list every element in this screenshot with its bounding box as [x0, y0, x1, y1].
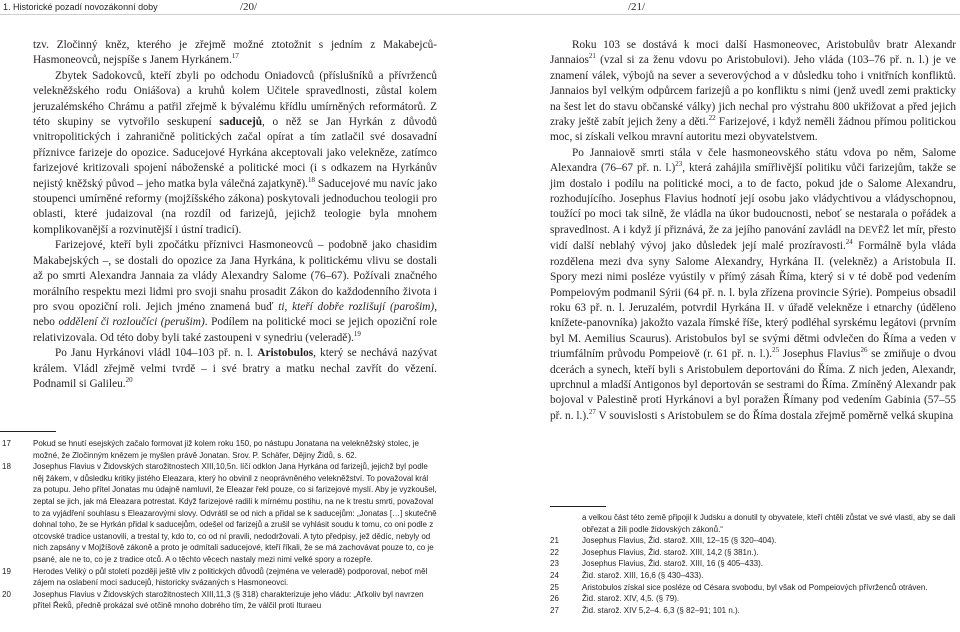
text-run: Josephus Flavius [779, 348, 861, 361]
footnote-text: Josephus Flavius, Žid. starož. XIII, 14,2 (§ 381n.). [582, 547, 759, 557]
text-run: Po Janu Hyrkánovi vládl 104–103 př. n. l. [55, 347, 258, 360]
footnote-text: Pokud se hnutí esejských začalo formovat již kolem roku 150, po nástupu Jonatana na velekněžský stolec, je možné, že Zločinným knězem je myšlen právě Jonatan. Srov. P. Schäfer, Dějiny Židů, s. 62. [33, 439, 419, 460]
footnote-number: 23 [550, 559, 559, 569]
text-run: , který se nechává nazývat králem. Vládl zřejmě velmi tvrdě – i své bratry a matku nechal zavřít do vězení. Podnamil si Galileu. [33, 347, 437, 390]
footnote-number: 21 [550, 536, 559, 546]
left-footnotes [2, 438, 438, 612]
text-run: , která zahájila smířlivější politiku vůči farizejům, takže se jim dostalo i podílu na politické moci, a to de facto, pokud jde o Salome Alexandru, rozhodujícího. Josephus Flavius hodnotí její osobu jako vládychtivou a vládyschopnou, toužící po moci tak silně, že vládla na úkor budoucnosti, neboť se nestarala o pořádek a spravedlnost. A i když jí přiznává, že za jejího panování zavládl na [550, 162, 956, 236]
text-run: Po Jannaiově smrti stála v čele hasmoneovského státu vdova po něm, Salome Alexandra (76–67 př. n. l.) [550, 146, 956, 175]
text-run: Farizejové, kteří byli zpočátku příznivci Hasmoneovců – podobně jako chasidim Makabejských –, se dostali do opozice za Jana Hyrkána, k politickému vlivu se dostali až po smrti Alexandra Jannaia za vlády Alexandry Salome (76–67). Požívali značného morálního respektu mezi lidmi pro svoji snahu prosadit Zákon do každodenního života i pro svou opoziční roli. Jejich jméno znamená buď [33, 239, 437, 313]
footnote-text: Aristobulos získal sice posléze od Césara svobodu, byl však od Pompeiových přívrženců otráven. [582, 582, 928, 592]
footnote-number: 27 [550, 605, 559, 615]
text-run: let mír, přesto vidí další neblahý vývoj jako důsledek její malé prozíravosti. [550, 223, 956, 253]
footnote-text: Josephus Flavius, Žid. starož. XIII, 12–15 (§ 320–404). [582, 536, 777, 546]
text-run: V souvislosti s Aristobulem se do Říma dostala zřejmě poměrně velká skupina [595, 409, 954, 422]
footnote [2, 566, 438, 589]
header-divider [0, 14, 960, 15]
footnote-number: 22 [550, 547, 559, 557]
text-run: Formálně byla vláda rozdělena mezi dva syny Salome Alexandry, Hyrkána II. (velekněz) a Aristobula II. Spory mezi nimi posléze vyústily v přímý zásah Říma, který si v té době pod vedením Pompeiovým podmanil Sýrii (64 př. n. l. byla zřízena provincie Sýrie). Pompeius obsadil roku 63 př. n. l. Jeruzalém, potvrdil Hyrkána II. v úřadě velekněze i etnarchy (úděleno knížete-panovníka) jakožto vazala římské říše, který podléhal syrskému legátovi (prvním byl M. Aemilius Scaurus). Aristobulos byl se svými dětmi odvlečen do Říma a veden v triumfálním průvodu Pompeiově (r. 61 př. n. l.). [550, 240, 956, 361]
footnote-ref: 22 [708, 114, 716, 123]
footnote [550, 547, 956, 559]
paragraph [33, 238, 437, 346]
footnote-ref: 23 [675, 160, 683, 169]
footnote-ref: 17 [231, 52, 239, 61]
footnote-number: 25 [550, 582, 559, 592]
footnote-ref: 24 [845, 238, 853, 247]
footnote-text: Žid. starož. XIII, 16,6 (§ 430–433). [582, 570, 704, 580]
paragraph [550, 146, 956, 424]
text-run: Saducejové mu navíc jako stoupenci umírněné reformy (mojžíšského zákona) poskytovali jednoduchou teologii pro oblasti, které judaizoval (na rozdíl od farizejů, jejichž teologie byla mnohem komplikovanější a rozvinutější i ústní tradicí). [33, 177, 437, 236]
footnote-ref: 25 [772, 346, 780, 355]
footnote-number: 17 [2, 439, 11, 448]
term-aristobulos: Aristobulos [257, 347, 314, 360]
page-number-left: /20/ [240, 1, 258, 13]
footnote [550, 570, 956, 582]
footnote-ref: 20 [125, 376, 133, 385]
footnote-number: 20 [2, 589, 11, 599]
text-run: DEVĚŽ [858, 225, 890, 236]
footnote [550, 605, 956, 617]
footnote-number: 26 [550, 594, 559, 604]
paragraph [550, 38, 956, 146]
text-run: , o něž se Jan Hyrkán z důvodů vnitropolitických i zahraničně politických začal opírat a tím zatlačil své dosavadní příznivce farizeje do opozice. Saducejové Hyrkána akceptovali jako velekněze, zatímco farizejové kritizovali spojení náboženské a politické moci (i s odkazem na Hyrkánův nejistý kněžský původ – jeho matka byla válečná zajatkyně). [33, 116, 437, 190]
footnote-ref: 26 [860, 346, 868, 355]
footnote-text: Žid. starož. XIV 5,2–4. 6,3 (§ 82–91; 101 n.). [582, 605, 740, 615]
footnote-text: Žid. starož. XIV, 4,5. (§ 79). [582, 594, 680, 604]
text-run: Roku 103 se dostává k moci další Hasmoneovec, Aristobulův bratr Alexandr Jannaios [550, 39, 956, 67]
footnote-number: 24 [550, 570, 559, 580]
footnote-rule [550, 506, 606, 507]
footnote [550, 593, 956, 605]
text-run: (vzal si za ženu vdovu po Aristobulovi). Jeho vláda (103–76 př. n. l.) je ve znamení válek, výbojů na sever a severovýchod a v důsledku toho i vnitřních konfliktů. Jannaios byl velkým odpůrcem farizejů a po konfliktu s nimi (jenž uvedl zemi prakticky na šest let do stavu občanské války) jich nechal pro výstrahu 800 ukřižovat a před jejich zraky ještě zabít jejich ženy a děti. [550, 54, 956, 129]
footnote [550, 558, 956, 570]
footnote-number: 18 [2, 462, 11, 472]
term-saduceju: saducejů [219, 116, 263, 129]
footnote-ref: 18 [308, 175, 316, 184]
footnote-text: Herodes Veliký o půl století později ještě vliv z politických důvodů (zejména ve veleradě) podporoval, neboť měl zájem na oslabení moci saducejů, historicky svázaných s Hasmoneovci. [33, 566, 428, 588]
text-run: , nebo [33, 300, 438, 329]
footnote [550, 582, 956, 594]
term-parosim: ti, kteří dobře rozlišují (parošim) [278, 300, 435, 313]
footnote-text: Josephus Flavius v Židovských starožitnostech XIII,11,3 (§ 318) charakterizuje jeho vládu: „Aťkoliv byl navrzen přítel Řeků, předně prokázal své otčině mnoho dobrého tím, že válčil proti Ituraeu [33, 589, 424, 611]
right-page-body [550, 38, 956, 424]
footnote-text: Josephus Flavius, Žid. starož. XIII, 16 (§ 405–433). [582, 559, 763, 569]
paragraph [33, 346, 437, 392]
footnote-ref: 19 [353, 329, 361, 338]
text-run: Zbytek Sadokovců, kteří zbyli po odchodu Oniadovců (příslušníků a přívrženců velekněžského rodu Oniášova) a kruhů kolem Učitele spravedlnosti, zůstal kolem jeruzalémského Chrámu a patřil zřejmě k bývalému křídlu umírněných reformátorů. Z této skupiny se vytvořilo seskupení [33, 69, 437, 129]
running-header: 1. Historické pozadí novozákonní doby [3, 2, 158, 12]
text-run: . Podílem na politické moci se jejich opoziční role relativizovala. Od této doby byli také zastoupeni v synedriu (veleradě). [33, 316, 437, 344]
footnote-number: 19 [2, 566, 11, 576]
paragraph [33, 38, 437, 69]
text-run: se zmiňuje o dvou dcerách a synech, kteří byli s Aristobulem deportováni do Říma. Z nich jeden, Alexandr, uprchnul a mladší Antigonos byl deportován se sestrami do Říma. Zmíněný Alexandr pak bojoval v Palestině proti Hyrkánovi a byl poražen Římany pod vedením Gabinia (57–55 př. n. l.). [550, 348, 957, 422]
left-page-body [33, 38, 437, 392]
page-number-right: /21/ [628, 1, 646, 13]
text-run: tzv. Zločinný kněz, kterého je zřejmě možné ztotožnit s jedním z Makabejců-Hasmoneovců, nejspíše s Janem Hyrkánem. [33, 39, 437, 67]
footnote-rule [0, 431, 56, 432]
footnote-text: Josephus Flavius v Židovských starožitnostech XIII,10,5n. líčí odklon Jana Hyrkána od farizejů, jejichž byl podle něj žákem, v důsledku kritiky jistého Eleazara, který ho obvinil z neoprávněného velekněžství. To považoval král za potupu. Jeho přítel Jonatas mu údajně namluvil, že Eleazar řekl pouze, co si farizejové myslí. Aby je vyzkoušel, zeptal se jich, jak má Eleazara potrestat. Když farizejové radili k mírnému postihu, na ne k trestu smrti, považoval to za vyjádření souhlasu s Eleazarovými slovy. Odvrátil se od nich a přidal se k saducejům: „Jonatas […] skutečně dohnal toho, že se Hyrkán přidal k saducejům, odešel od farizejů a zrušil se vyhlásit soudu k tomu, co oni podle z otcovské tradice ustanovili, a trestal ty, kdo to, co od ní pravili, nedodržovali. A tyto předpisy, jež dědíc, nebyly od nich zapsány v Mojžíšově zákoně a proto je odmítali saducejové, kteří říkali, že se má zachovávat pouze to, co je psané, ale ne to, co je z tradice otců. A o těchto věcech nastaly mezi nimi velké spory a rozepře. [33, 462, 437, 564]
paragraph [33, 69, 437, 238]
term-perusim: oddělení či rozloučíci (perušim) [58, 316, 205, 329]
text-run: Farizejové, i když neměli žádnou přímou politickou moc, si získali velkou mravní autoritu mezi obyvatelstvem. [550, 116, 956, 144]
footnote [2, 438, 438, 461]
footnote [2, 589, 438, 612]
footnote-ref: 27 [588, 407, 596, 416]
footnote-continuation: a velkou část této země připojil k Judsku a donutil ty obyvatele, kteří chtěli zůstat ve své vlasti, aby se dali obřezat a žili podle židovských zákonů.“ [582, 513, 956, 534]
right-footnotes [550, 512, 956, 616]
footnote [2, 461, 438, 565]
footnote-ref: 21 [588, 52, 596, 61]
footnote [550, 535, 956, 547]
